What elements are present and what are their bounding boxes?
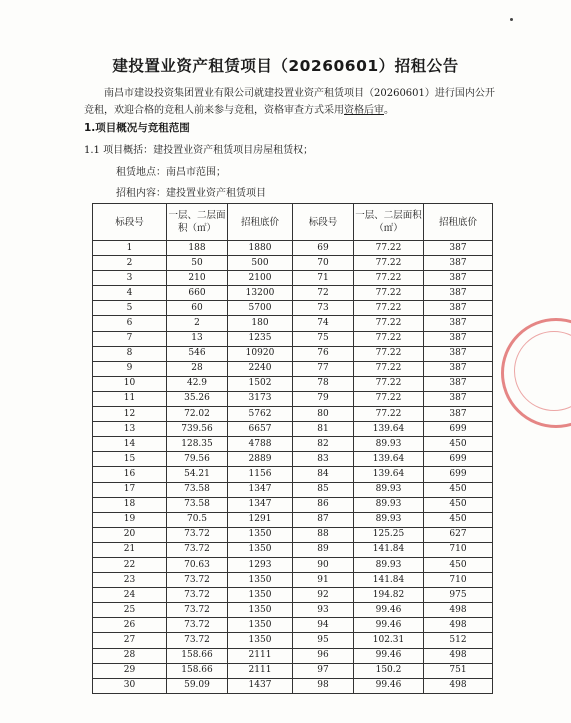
table-cell: 188 xyxy=(167,241,228,256)
table-cell: 70 xyxy=(293,256,354,271)
official-seal xyxy=(501,318,571,428)
table-cell: 75 xyxy=(293,331,354,346)
table-cell: 10920 xyxy=(228,346,293,361)
header-lot-no: 标段号 xyxy=(293,204,354,241)
table-cell: 141.84 xyxy=(354,542,424,557)
table-cell: 27 xyxy=(93,633,167,648)
header-area: 一层、二层面积（㎡） xyxy=(167,204,228,241)
table-cell: 77 xyxy=(293,361,354,376)
table-cell: 12 xyxy=(93,407,167,422)
table-cell: 387 xyxy=(424,331,493,346)
table-cell: 84 xyxy=(293,467,354,482)
table-cell: 73.72 xyxy=(167,573,228,588)
table-cell: 77.22 xyxy=(354,346,424,361)
table-row xyxy=(93,301,493,316)
table-cell: 70.5 xyxy=(167,512,228,527)
table-cell: 5762 xyxy=(228,407,293,422)
table-cell: 94 xyxy=(293,618,354,633)
table-cell: 81 xyxy=(293,422,354,437)
table-cell: 450 xyxy=(424,497,493,512)
table-cell: 1350 xyxy=(228,633,293,648)
table-row xyxy=(93,633,493,648)
table-cell: 699 xyxy=(424,422,493,437)
table-cell: 29 xyxy=(93,663,167,678)
intro-underlined: 资格后审 xyxy=(344,105,384,116)
table-cell: 14 xyxy=(93,437,167,452)
table-cell: 2100 xyxy=(228,271,293,286)
project-overview: 1.1 项目概括：建投置业资产租赁项目房屋租赁权； xyxy=(84,145,314,156)
table-cell: 83 xyxy=(293,452,354,467)
table-cell: 1350 xyxy=(228,542,293,557)
table-cell: 59.09 xyxy=(167,678,228,693)
table-cell: 35.26 xyxy=(167,391,228,406)
table-cell: 139.64 xyxy=(354,452,424,467)
table-cell: 387 xyxy=(424,376,493,391)
table-cell: 73.72 xyxy=(167,618,228,633)
table-cell: 95 xyxy=(293,633,354,648)
table-cell: 387 xyxy=(424,346,493,361)
intro-end: 。 xyxy=(384,105,394,116)
table-cell: 1502 xyxy=(228,376,293,391)
table-cell: 25 xyxy=(93,603,167,618)
table-cell: 73.58 xyxy=(167,497,228,512)
table-cell: 77.22 xyxy=(354,361,424,376)
table-cell: 24 xyxy=(93,588,167,603)
table-cell: 78 xyxy=(293,376,354,391)
table-cell: 22 xyxy=(93,557,167,572)
table-cell: 1880 xyxy=(228,241,293,256)
lot-table xyxy=(92,203,493,694)
table-cell: 70.63 xyxy=(167,557,228,572)
table-cell: 97 xyxy=(293,663,354,678)
table-cell: 18 xyxy=(93,497,167,512)
table-cell: 975 xyxy=(424,588,493,603)
table-cell: 498 xyxy=(424,648,493,663)
table-row xyxy=(93,618,493,633)
table-cell: 5 xyxy=(93,301,167,316)
table-cell: 79 xyxy=(293,391,354,406)
table-cell: 1156 xyxy=(228,467,293,482)
table-cell: 54.21 xyxy=(167,467,228,482)
table-cell: 139.64 xyxy=(354,467,424,482)
table-cell: 73 xyxy=(293,301,354,316)
table-cell: 7 xyxy=(93,331,167,346)
table-cell: 1350 xyxy=(228,588,293,603)
table-cell: 710 xyxy=(424,542,493,557)
table-cell: 4 xyxy=(93,286,167,301)
table-cell: 80 xyxy=(293,407,354,422)
table-cell: 77.22 xyxy=(354,256,424,271)
table-row xyxy=(93,648,493,663)
table-cell: 89.93 xyxy=(354,437,424,452)
table-cell: 1 xyxy=(93,241,167,256)
table-row xyxy=(93,588,493,603)
table-cell: 73.58 xyxy=(167,482,228,497)
table-row xyxy=(93,391,493,406)
table-cell: 1291 xyxy=(228,512,293,527)
table-row xyxy=(93,331,493,346)
table-cell: 11 xyxy=(93,391,167,406)
table-cell: 450 xyxy=(424,512,493,527)
table-row xyxy=(93,542,493,557)
table-row xyxy=(93,527,493,542)
table-cell: 98 xyxy=(293,678,354,693)
table-cell: 69 xyxy=(293,241,354,256)
seal-inner-ring xyxy=(514,331,571,411)
table-cell: 72 xyxy=(293,286,354,301)
table-cell: 1350 xyxy=(228,603,293,618)
table-cell: 210 xyxy=(167,271,228,286)
table-cell: 85 xyxy=(293,482,354,497)
table-cell: 739.56 xyxy=(167,422,228,437)
table-cell: 699 xyxy=(424,467,493,482)
table-cell: 387 xyxy=(424,361,493,376)
table-cell: 88 xyxy=(293,527,354,542)
table-cell: 546 xyxy=(167,346,228,361)
table-cell: 387 xyxy=(424,256,493,271)
table-cell: 3173 xyxy=(228,391,293,406)
table-cell: 77.22 xyxy=(354,286,424,301)
table-cell: 99.46 xyxy=(354,678,424,693)
table-cell: 627 xyxy=(424,527,493,542)
table-cell: 92 xyxy=(293,588,354,603)
table-cell: 2 xyxy=(167,316,228,331)
table-cell: 1350 xyxy=(228,573,293,588)
table-cell: 89.93 xyxy=(354,497,424,512)
table-cell: 2889 xyxy=(228,452,293,467)
table-cell: 141.84 xyxy=(354,573,424,588)
table-row xyxy=(93,346,493,361)
table-cell: 28 xyxy=(93,648,167,663)
table-cell: 90 xyxy=(293,557,354,572)
table-row xyxy=(93,557,493,572)
table-row xyxy=(93,422,493,437)
page-title: 建投置业资产租赁项目（20260601）招租公告 xyxy=(112,57,459,75)
table-cell: 450 xyxy=(424,482,493,497)
table-cell: 26 xyxy=(93,618,167,633)
header-base-price: 招租底价 xyxy=(424,204,493,241)
table-cell: 20 xyxy=(93,527,167,542)
table-cell: 128.35 xyxy=(167,437,228,452)
table-cell: 73.72 xyxy=(167,588,228,603)
table-cell: 91 xyxy=(293,573,354,588)
table-cell: 73.72 xyxy=(167,542,228,557)
table-cell: 387 xyxy=(424,407,493,422)
table-cell: 1437 xyxy=(228,678,293,693)
table-row xyxy=(93,361,493,376)
table-cell: 1350 xyxy=(228,618,293,633)
table-cell: 21 xyxy=(93,542,167,557)
header-base-price: 招租底价 xyxy=(228,204,293,241)
table-cell: 73.72 xyxy=(167,527,228,542)
table-cell: 50 xyxy=(167,256,228,271)
table-cell: 13 xyxy=(167,331,228,346)
table-row xyxy=(93,482,493,497)
table-cell: 5700 xyxy=(228,301,293,316)
table-cell: 158.66 xyxy=(167,663,228,678)
table-cell: 89 xyxy=(293,542,354,557)
table-cell: 60 xyxy=(167,301,228,316)
table-cell: 28 xyxy=(167,361,228,376)
table-row xyxy=(93,376,493,391)
table-cell: 2111 xyxy=(228,663,293,678)
table-cell: 10 xyxy=(93,376,167,391)
table-cell: 13 xyxy=(93,422,167,437)
table-cell: 102.31 xyxy=(354,633,424,648)
header-lot-no: 标段号 xyxy=(93,204,167,241)
table-row xyxy=(93,663,493,678)
table-cell: 699 xyxy=(424,452,493,467)
table-cell: 387 xyxy=(424,241,493,256)
table-cell: 387 xyxy=(424,391,493,406)
intro-paragraph xyxy=(84,85,496,119)
table-cell: 660 xyxy=(167,286,228,301)
table-cell: 498 xyxy=(424,678,493,693)
table-cell: 73.72 xyxy=(167,603,228,618)
table-body xyxy=(93,241,493,694)
table-cell: 9 xyxy=(93,361,167,376)
table-cell: 79.56 xyxy=(167,452,228,467)
table-cell: 77.22 xyxy=(354,331,424,346)
table-cell: 450 xyxy=(424,437,493,452)
table-cell: 77.22 xyxy=(354,376,424,391)
table-cell: 19 xyxy=(93,512,167,527)
table-cell: 71 xyxy=(293,271,354,286)
table-row xyxy=(93,407,493,422)
table-cell: 1347 xyxy=(228,497,293,512)
table-cell: 158.66 xyxy=(167,648,228,663)
table-row xyxy=(93,437,493,452)
table-cell: 82 xyxy=(293,437,354,452)
rental-content: 招租内容：建投置业资产租赁项目 xyxy=(116,188,266,199)
table-row xyxy=(93,256,493,271)
table-cell: 99.46 xyxy=(354,618,424,633)
intro-text: 南昌市建设投资集团置业有限公司就建投置业资产租赁项目（20260601）进行国内公开竞租，欢迎合格的竞租人前来参与竞租，资格审查方式采用 xyxy=(84,88,495,116)
table-cell: 77.22 xyxy=(354,316,424,331)
table-cell: 15 xyxy=(93,452,167,467)
table-cell: 1350 xyxy=(228,527,293,542)
table-cell: 72.02 xyxy=(167,407,228,422)
table-cell: 139.64 xyxy=(354,422,424,437)
speck xyxy=(510,18,513,21)
table-cell: 498 xyxy=(424,618,493,633)
section-heading: 1.项目概况与竞租范围 xyxy=(84,122,190,134)
table-row xyxy=(93,271,493,286)
table-cell: 512 xyxy=(424,633,493,648)
table-row xyxy=(93,497,493,512)
table-cell: 16 xyxy=(93,467,167,482)
table-cell: 6657 xyxy=(228,422,293,437)
table-cell: 125.25 xyxy=(354,527,424,542)
table-cell: 89.93 xyxy=(354,512,424,527)
table-header-row xyxy=(93,204,493,241)
table-row xyxy=(93,467,493,482)
table-cell: 194.82 xyxy=(354,588,424,603)
table-cell: 6 xyxy=(93,316,167,331)
table-cell: 387 xyxy=(424,286,493,301)
table-cell: 150.2 xyxy=(354,663,424,678)
table-cell: 77.22 xyxy=(354,301,424,316)
table-cell: 500 xyxy=(228,256,293,271)
table-cell: 450 xyxy=(424,557,493,572)
table-cell: 86 xyxy=(293,497,354,512)
table-cell: 42.9 xyxy=(167,376,228,391)
table-cell: 96 xyxy=(293,648,354,663)
table-cell: 89.93 xyxy=(354,482,424,497)
table-cell: 30 xyxy=(93,678,167,693)
table-cell: 77.22 xyxy=(354,407,424,422)
table-cell: 2111 xyxy=(228,648,293,663)
table-cell: 76 xyxy=(293,346,354,361)
table-cell: 13200 xyxy=(228,286,293,301)
table-cell: 387 xyxy=(424,316,493,331)
table-cell: 73.72 xyxy=(167,633,228,648)
table-row xyxy=(93,241,493,256)
table-cell: 77.22 xyxy=(354,391,424,406)
table-cell: 2240 xyxy=(228,361,293,376)
table-cell: 17 xyxy=(93,482,167,497)
table-cell: 751 xyxy=(424,663,493,678)
table-cell: 8 xyxy=(93,346,167,361)
table-cell: 99.46 xyxy=(354,648,424,663)
table-cell: 498 xyxy=(424,603,493,618)
table-cell: 710 xyxy=(424,573,493,588)
table-cell: 1235 xyxy=(228,331,293,346)
header-area: 一层、二层面积（㎡） xyxy=(354,204,424,241)
table-row xyxy=(93,512,493,527)
table-cell: 77.22 xyxy=(354,241,424,256)
table-row xyxy=(93,678,493,693)
table-cell: 99.46 xyxy=(354,603,424,618)
table-cell: 1293 xyxy=(228,557,293,572)
table-cell: 387 xyxy=(424,271,493,286)
table-cell: 3 xyxy=(93,271,167,286)
table-cell: 2 xyxy=(93,256,167,271)
table-row xyxy=(93,316,493,331)
table-row xyxy=(93,452,493,467)
table-cell: 77.22 xyxy=(354,271,424,286)
table-cell: 387 xyxy=(424,301,493,316)
table-cell: 89.93 xyxy=(354,557,424,572)
table-cell: 23 xyxy=(93,573,167,588)
table-cell: 180 xyxy=(228,316,293,331)
table-cell: 87 xyxy=(293,512,354,527)
table-cell: 93 xyxy=(293,603,354,618)
table-cell: 1347 xyxy=(228,482,293,497)
table-row xyxy=(93,286,493,301)
table-row xyxy=(93,573,493,588)
table-cell: 74 xyxy=(293,316,354,331)
rental-location: 租赁地点：南昌市范围； xyxy=(116,167,226,178)
table-row xyxy=(93,603,493,618)
table-cell: 4788 xyxy=(228,437,293,452)
